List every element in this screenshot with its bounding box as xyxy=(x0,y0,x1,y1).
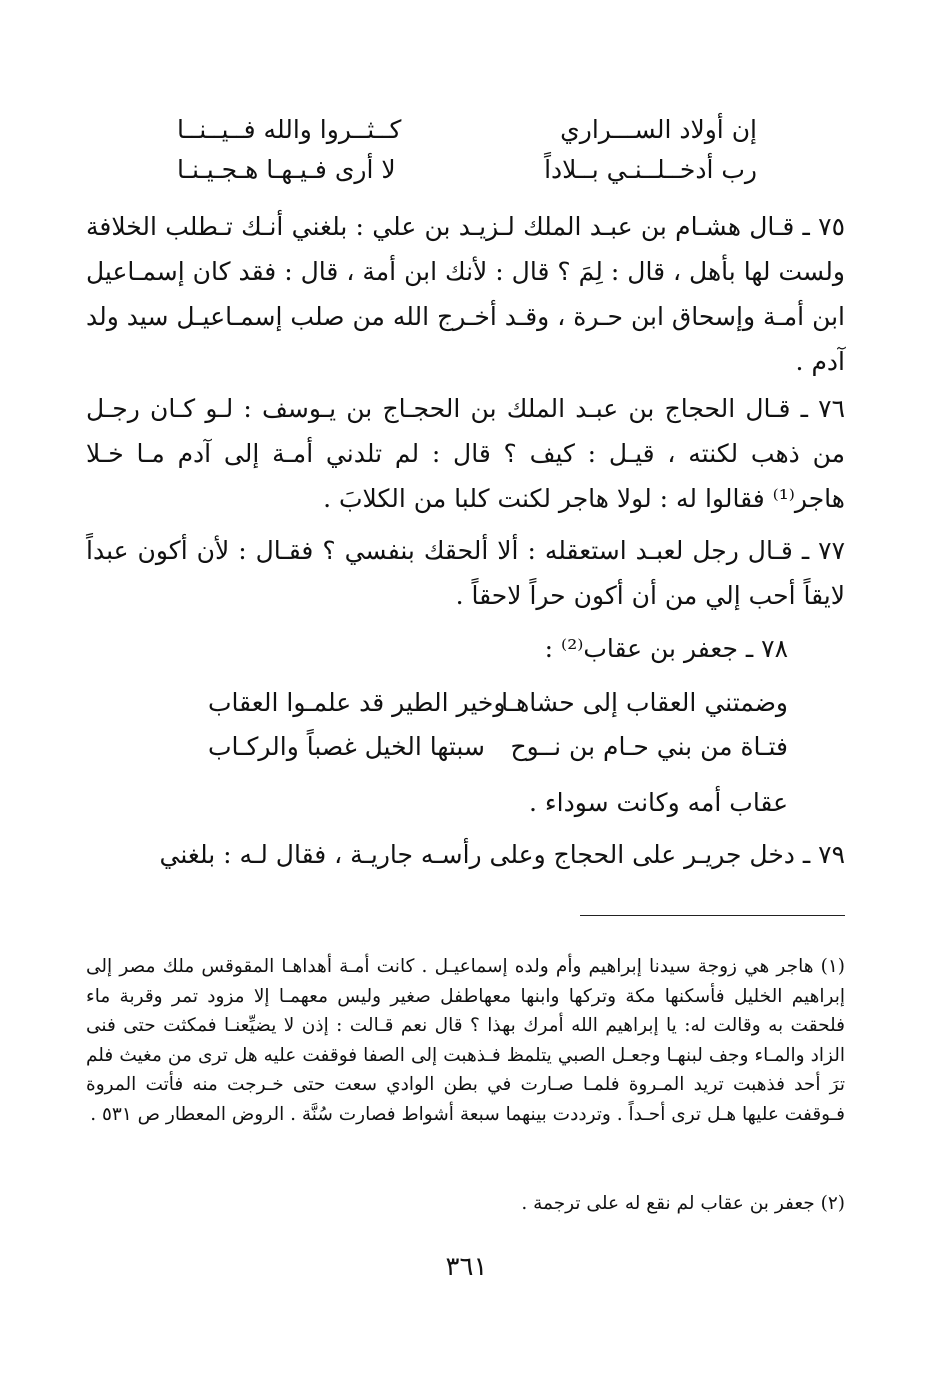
paragraph-76: ٧٦ ـ قـال الحجاج بن عبـد الملك بن الحجـاج بن يـوسف : لـو كـان رجـل من ذهب لكنته ، قيـل : كيف ؟ قال : لم تلدني أمـة إلى آدم مـا خـلا هاجر⁽¹⁾ فقالوا له : لولا هاجر لكنت كلبا من الكلابَ . xyxy=(86,394,845,513)
poem-verses-1 xyxy=(177,115,757,195)
paragraph-77: ٧٧ ـ قـال رجل لعبـد استعقله : ألا ألحقك بنفسي ؟ فقـال : لأن أكون عبداً لايقاً أحب إلي من أن أكون حراً لاحقاً . xyxy=(86,536,845,610)
verse-second-hemistich: لا أرى فـيـهـا هـجـيـنـا xyxy=(177,155,396,184)
footnote-1: (١) هاجر هي زوجة سيدنا إبراهيم وأم ولده إسماعيـل . كانت أمـة أهداهـا المقوقس ملك مصر إلى إبراهيم الخليل فأسكنها مكة وتركها وابنها معهاطفل صغير وليس معهمـا إلا مزود تمر وقربة ماء فلحقت به وقالت له: يا إبراهيم الله أمرك بهذا ؟ قال نعم قـالت : إذن لا يضيِّعنـا فمكثت حتى فنى الزاد والمـاء وجف لبنهـا وجعـل الصبي يتلمظ فـذهبت إلى الصفا فوقفت عليه هل ترى من مغيث فلم ترَ أحد فذهبت تريد المـروة فلمـا صـارت في بطن الوادي سعت حتى خـرجت منه فأتت المروة فـوقفت عليها هـل ترى أحـداً . وترددت بينهما سبعة أشواط فصارت سُنَّة . الروض المعطار ص ٥٣١ . xyxy=(86,956,845,1125)
verse-first-hemistich: فتـاة من بني حـام بن نــوح xyxy=(510,732,788,761)
poem-verses-2 xyxy=(208,688,788,776)
paragraph-78-note: عقاب أمه وكانت سوداء . xyxy=(529,788,788,817)
verse-first-hemistich: إن أولاد الســـراري xyxy=(560,115,757,144)
paragraph-78-heading: ٧٨ ـ جعفر بن عقاب⁽²⁾ : xyxy=(544,634,788,663)
paragraph-75: ٧٥ ـ قـال هشـام بن عبـد الملك لـزيـد بن علي : بلغني أنـك تـطلب الخلافة ولست لها بأهل ، قال : لِمَ ؟ قال : لأنك ابن أمة ، قال : فقد كان إسمـاعيل ابن أمـة وإسحاق ابن حـرة ، وقـد أخـرج الله من صلب إسمـاعيـل سيد ولد آدم . xyxy=(86,212,845,376)
verse-line xyxy=(177,155,757,195)
verse-line xyxy=(177,115,757,155)
footnote-separator xyxy=(580,915,845,916)
verse-line xyxy=(208,688,788,732)
page-number: ٣٦١ xyxy=(445,1252,488,1282)
paragraph-79: ٧٩ ـ دخل جريـر على الحجاج وعلى رأسـه جاريـة ، فقال لـه : بلغني xyxy=(159,840,845,869)
verse-line xyxy=(208,732,788,776)
verse-second-hemistich: كــثــروا والله فــيــنــا xyxy=(177,115,402,144)
footnote-2: (٢) جعفر بن عقاب لم نقع له على ترجمة . xyxy=(521,1193,845,1214)
verse-second-hemistich: سبتها الخيل غصباً والركـاب xyxy=(208,732,485,761)
verse-first-hemistich: رب أدخــلــنـي بــلاداً xyxy=(544,155,757,184)
verse-first-hemistich: وضمتني العقاب إلى حشاهـا xyxy=(501,688,788,717)
verse-second-hemistich: وخير الطير قد علمـوا العقاب xyxy=(208,688,506,717)
